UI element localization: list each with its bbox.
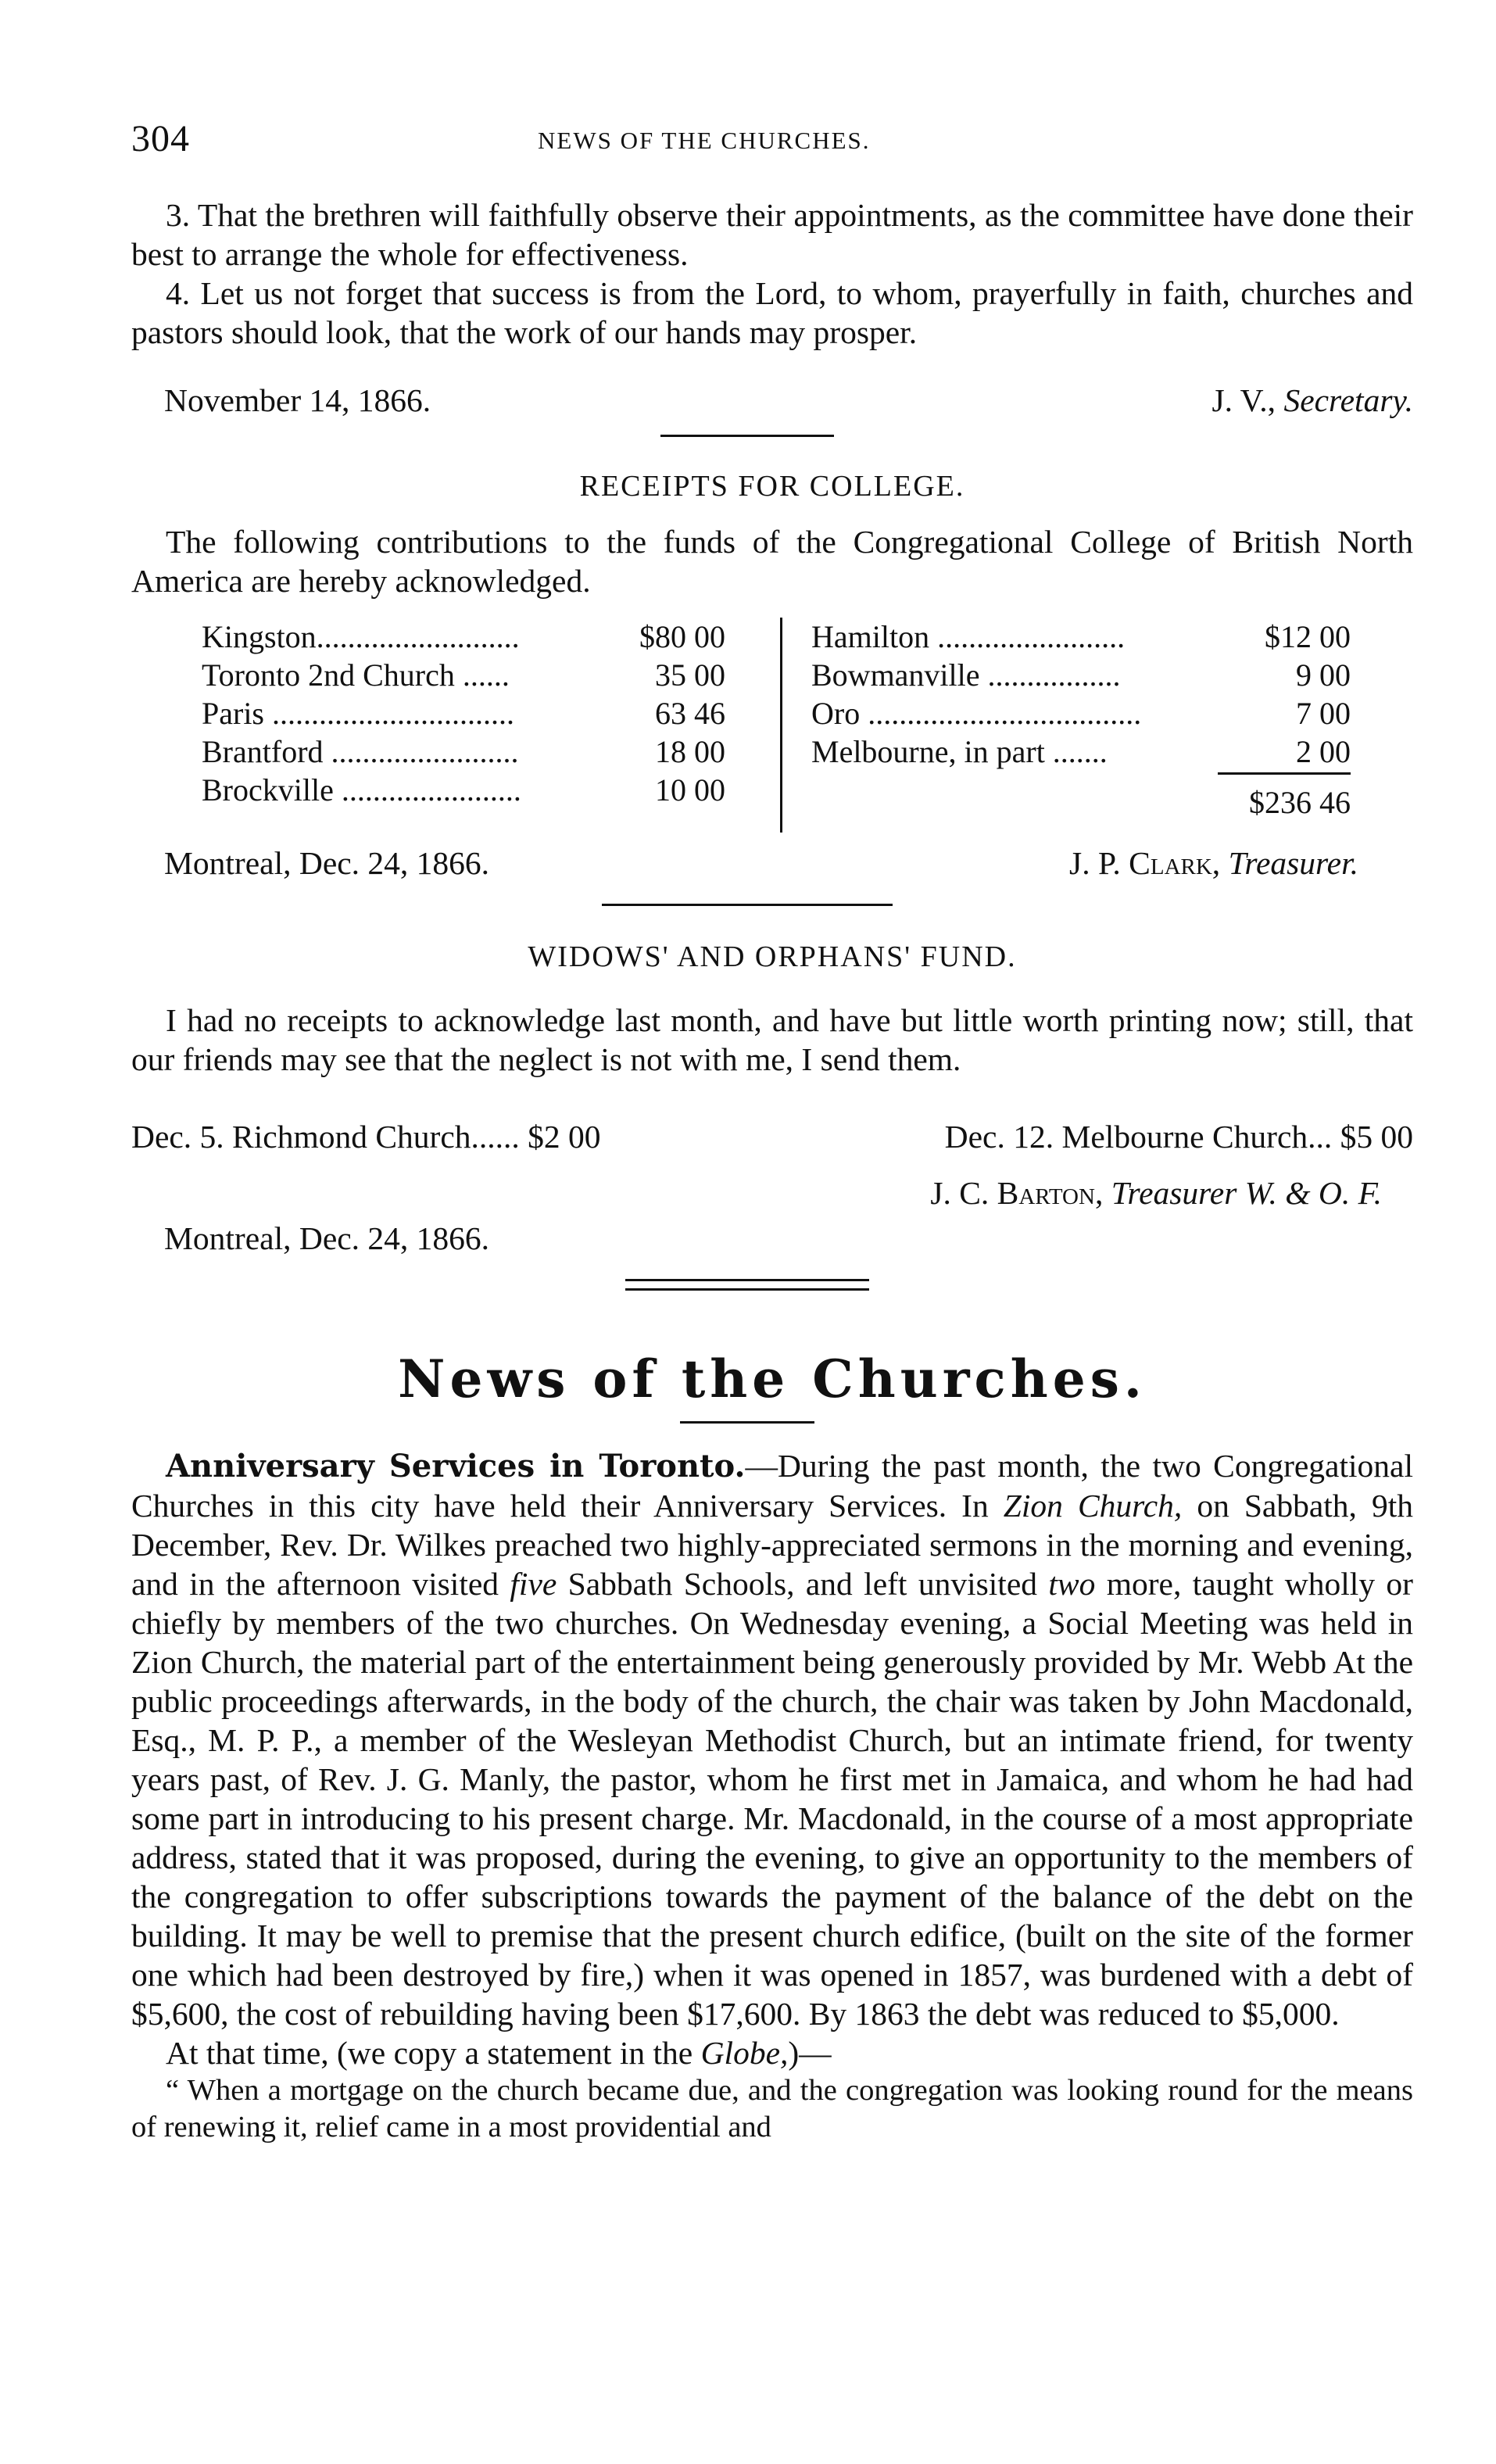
receipt-row: Melbourne, in part ....... 2 00 <box>811 734 1351 769</box>
double-rule-bottom <box>625 1288 869 1291</box>
total-rule <box>1218 772 1351 775</box>
intro-signoff <box>164 381 1413 421</box>
donation-richmond: Dec. 5. Richmond Church...... $2 00 <box>131 1119 601 1155</box>
receipt-row: Hamilton ........................ $12 00 <box>811 619 1351 654</box>
news-paragraph-1: Anniversary Services in Toronto.—During the past month, the two Congregational Churches in this city have held their Anniversary Services. In Zion Church, on Sabbath, 9th December, Rev. Dr. Wilkes preached two highly-appreciated sermons in the morning and evening, and in the afternoon visited five Sabbath Schools, and left unvisited two more, taught wholly or chiefly by members of the two churches. On Wednesday evening, a Social Meeting was held in Zion Church, the material part of the entertainment being generously provided by Mr. Webb At the public proceedings afterwards, in the body of the church, the chair was taken by John Macdonald, Esq., M. P. P., a member of the Wesleyan Methodist Church, but an intimate friend, for twenty years past, of Rev. J. G. Manly, the pastor, whom he first met in Jamaica, and whom he had had some part in introducing to his present charge. Mr. Macdonald, in the course of a most appropriate address, stated that it was proposed, during the evening, to give an opportunity to the members of the congregation to offer subscriptions towards the payment of the balance of the debt on the building. It may be well to premise that the present church edifice, (built on the site of the former one which had been destroyed by fire,) when it was opened in 1857, was burdened with a debt of $5,600, the cost of rebuilding having been $17,600. By 1863 the debt was reduced to $5,000. <box>131 1448 1413 2032</box>
receipts-right-column <box>811 618 1351 820</box>
intro-signature <box>1212 381 1413 419</box>
widows-signature-line <box>164 1174 1413 1213</box>
widows-signer-title: Treasurer W. & O. F. <box>1111 1175 1382 1211</box>
receipts-signature <box>1069 844 1358 882</box>
receipt-row: Kingston.......................... $80 00 <box>202 619 725 654</box>
receipts-column-divider <box>780 618 782 833</box>
widows-signer: J. C. Barton, <box>930 1175 1104 1211</box>
section-divider <box>660 435 834 437</box>
running-head: NEWS OF THE CHURCHES. <box>538 127 871 154</box>
receipt-row: Toronto 2nd Church ...... 35 00 <box>202 657 725 693</box>
receipts-signer: J. P. Clark, <box>1069 845 1221 881</box>
run-in-heading: Anniversary Services in Toronto. <box>166 1448 746 1484</box>
intro-signer: J. V., <box>1211 382 1276 418</box>
globe-quote: “ When a mortgage on the church became due, and the congregation was looking round for the means of renewing it, relief came in a most providential and <box>131 2074 1413 2143</box>
receipts-left-column <box>202 618 725 809</box>
receipt-row: Brantford ........................ 18 00 <box>202 734 725 769</box>
receipts-signer-title: Treasurer. <box>1228 845 1358 881</box>
section-divider <box>602 904 893 906</box>
intro-date: November 14, 1866. <box>164 382 431 418</box>
widows-signature <box>930 1174 1382 1212</box>
donation-melbourne: Dec. 12. Melbourne Church... $5 00 <box>944 1119 1413 1155</box>
receipts-intro: The following contributions to the funds of the Congregational College of British North America are hereby acknowledged. <box>131 524 1413 599</box>
widows-text: I had no receipts to acknowledge last month, and have but little worth printing now; still, that our friends may see that the neglect is not with me, I send them. <box>131 1002 1413 1077</box>
widows-date-line <box>164 1219 1413 1259</box>
page-header <box>131 117 1413 164</box>
news-article <box>131 1446 1413 2146</box>
receipts-total: $236 46 <box>1249 785 1351 820</box>
widows-date: Montreal, Dec. 24, 1866. <box>164 1220 490 1256</box>
intro-items <box>131 195 1413 352</box>
intro-item-4: 4. Let us not forget that success is from the Lord, to whom, prayerfully in faith, churches and pastors should look, that the work of our hands may prosper. <box>131 275 1413 350</box>
widows-donations <box>131 1118 1413 1157</box>
intro-signer-title: Secretary. <box>1283 382 1413 418</box>
heading-underline <box>680 1421 814 1424</box>
receipts-table <box>202 618 1351 821</box>
receipt-row: Bowmanville ................. 9 00 <box>811 657 1351 693</box>
receipt-row: Brockville ....................... 10 00 <box>202 772 725 808</box>
double-rule-top <box>625 1279 869 1281</box>
receipts-title: RECEIPTS FOR COLLEGE. <box>579 470 965 503</box>
receipts-date: Montreal, Dec. 24, 1866. <box>164 845 490 881</box>
receipt-row: Paris ............................... 63 46 <box>202 696 725 731</box>
intro-item-3: 3. That the brethren will faithfully observe their appointments, as the committee have done their best to arrange the whole for effectiveness. <box>131 197 1413 272</box>
news-paragraph-2: At that time, (we copy a statement in the Globe,)— <box>166 2035 832 2071</box>
receipt-row: Oro ................................... 7 00 <box>811 696 1351 731</box>
widows-title: WIDOWS' AND ORPHANS' FUND. <box>528 940 1017 973</box>
news-heading: News of the Churches. <box>398 1348 1147 1409</box>
page-number: 304 <box>131 118 190 159</box>
receipts-signoff <box>164 844 1413 883</box>
